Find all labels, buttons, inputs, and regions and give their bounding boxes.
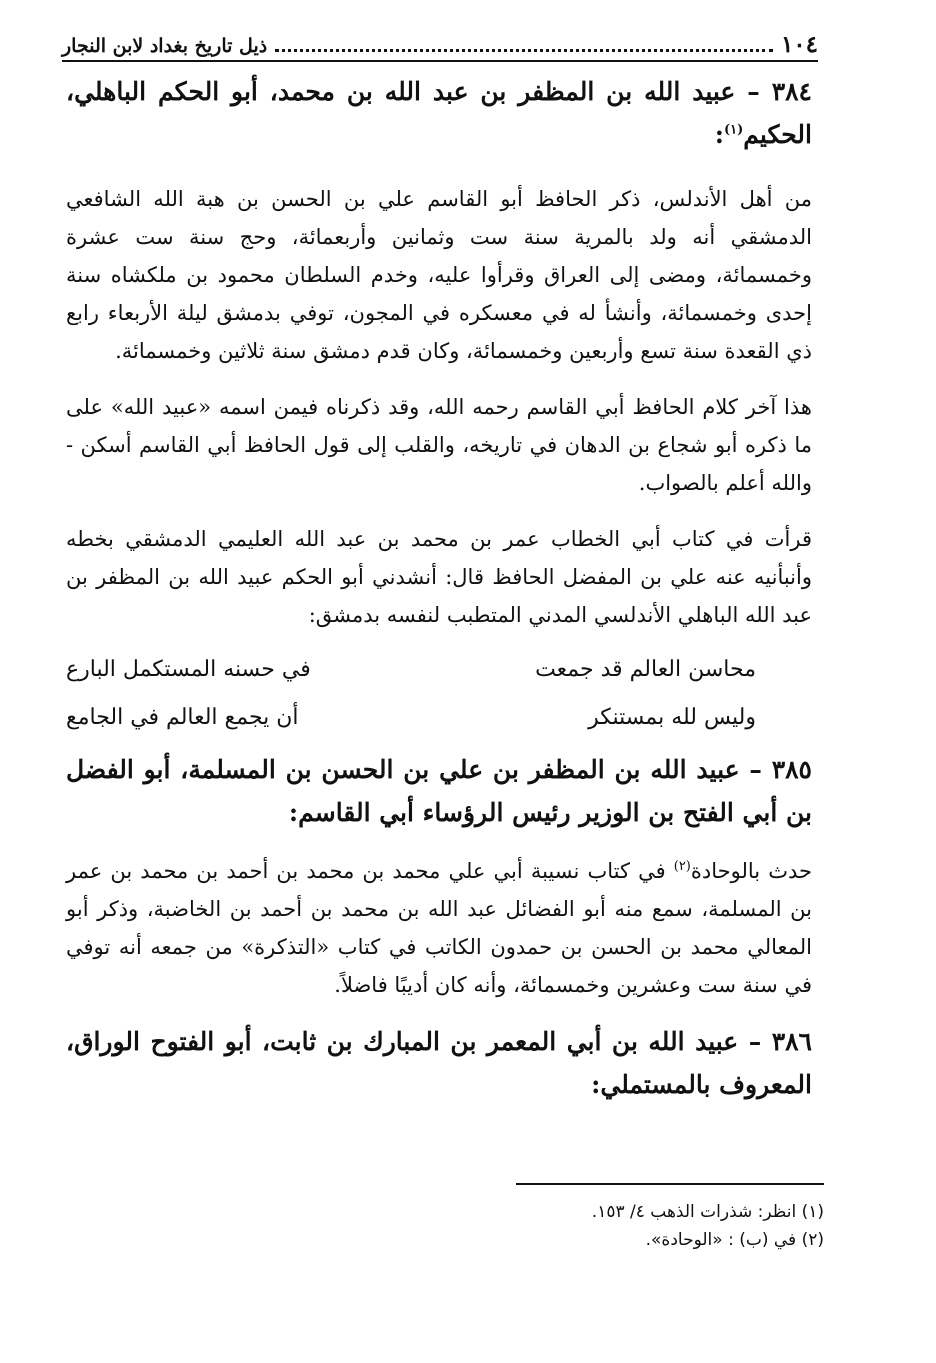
page-content	[66, 70, 812, 1150]
entry-title	[66, 748, 812, 834]
entry-title	[66, 70, 812, 156]
entry-title-text: عبيد الله بن المظفر بن عبد الله بن محمد، أبو الحكم الباهلي، الحكيم	[66, 77, 812, 149]
poem	[66, 646, 756, 742]
page-number: ١٠٤	[780, 31, 818, 58]
paragraph: من أهل الأندلس، ذكر الحافظ أبو القاسم علي بن الحسن بن هبة الله الشافعي الدمشقي أنه ولد بالمرية سنة ست وثمانين وأربعمائة، وحج سنة ست عشرة وخمسمائة، ومضى إلى العراق وقرأوا عليه، وخدم السلطان محمود بن ملكشاه سنة إحدى وخمسمائة، وأنشأ له في معسكره في المجون، توفي بدمشق ليلة الأربعاء رابع ذي القعدة سنة تسع وأربعين وخمسمائة، وكان قدم دمشق سنة ثلاثين وخمسمائة.	[66, 187, 812, 363]
paragraph-rest: في كتاب نسيبة أبي علي محمد بن محمد بن أحمد بن محمد بن عمر بن المسلمة، سمع منه أبو الفضائل عبد الله بن محمد بن أحمد بن الخاضبة، وذكر أبو المعالي محمد بن الحسن بن حمدون الكاتب في كتاب «التذكرة» من جمعه أنه توفي في سنة ست وعشرين وخمسمائة، وأنه كان أديبًا فاضلاً.	[66, 859, 812, 997]
footnote-ref: (٢)	[673, 859, 691, 874]
poem-hemistich-first: محاسن العالم قد جمعت	[535, 657, 756, 682]
entry-title-text: عبيد الله بن أبي المعمر بن المبارك بن ثابت، أبو الفتوح الوراق، المعروف بالمستملي:	[66, 1027, 812, 1099]
footnote-divider	[516, 1183, 824, 1185]
running-title: ذيل تاريخ بغداد لابن النجار	[62, 35, 268, 57]
entry-dash: –	[738, 1027, 762, 1056]
paragraph: قرأت في كتاب أبي الخطاب عمر بن محمد بن عبد الله العليمي الدمشقي بخطه وأنبأنيه عنه علي بن المفضل الحافظ قال: أنشدني أبو الحكم عبيد الله بن المظفر بن عبد الله الباهلي الأندلسي المدني المتطبب لنفسه بدمشق:	[66, 527, 812, 627]
footnote: (١) انظر: شذرات الذهب ٤/ ١٥٣.	[591, 1202, 824, 1222]
entry-title-text: عبيد الله بن المظفر بن علي بن الحسن بن المسلمة، أبو الفضل بن أبي الفتح بن الوزير رئيس الرؤساء أبي القاسم:	[66, 755, 812, 827]
entry-title	[66, 1020, 812, 1106]
poem-hemistich-first: وليس لله بمستنكر	[588, 705, 756, 730]
entry-number: ٣٨٤	[771, 77, 812, 106]
entry-384	[66, 70, 812, 742]
poem-verse	[66, 694, 756, 742]
poem-hemistich-second: أن يجمع العالم في الجامع	[66, 705, 299, 730]
paragraph-start: حدث بالوحادة	[690, 859, 812, 883]
entry-title-tail: :	[714, 120, 724, 149]
paragraph: هذا آخر كلام الحافظ أبي القاسم رحمه الله، وقد ذكرناه فيمن اسمه «عبيد الله» على ما ذكره أبو شجاع بن الدهان في تاريخه، والقلب إلى قول الحافظ أبي القاسم أسكن - والله أعلم بالصواب.	[66, 395, 812, 495]
poem-verse	[66, 646, 756, 694]
footnotes	[300, 1198, 824, 1254]
entry-number: ٣٨٥	[771, 755, 812, 784]
entry-number: ٣٨٦	[771, 1027, 812, 1056]
entry-dash: –	[735, 77, 760, 106]
entry-dash: –	[739, 755, 762, 784]
poem-hemistich-second: في حسنه المستكمل البارع	[66, 657, 311, 682]
page-header	[62, 28, 818, 62]
footnote: (٢) في (ب) : «الوحادة».	[645, 1230, 824, 1250]
entry-385	[66, 748, 812, 1004]
entry-386	[66, 1020, 812, 1106]
header-leader-dots	[275, 48, 773, 52]
paragraph	[66, 852, 812, 1004]
footnote-ref: (١)	[724, 122, 744, 138]
